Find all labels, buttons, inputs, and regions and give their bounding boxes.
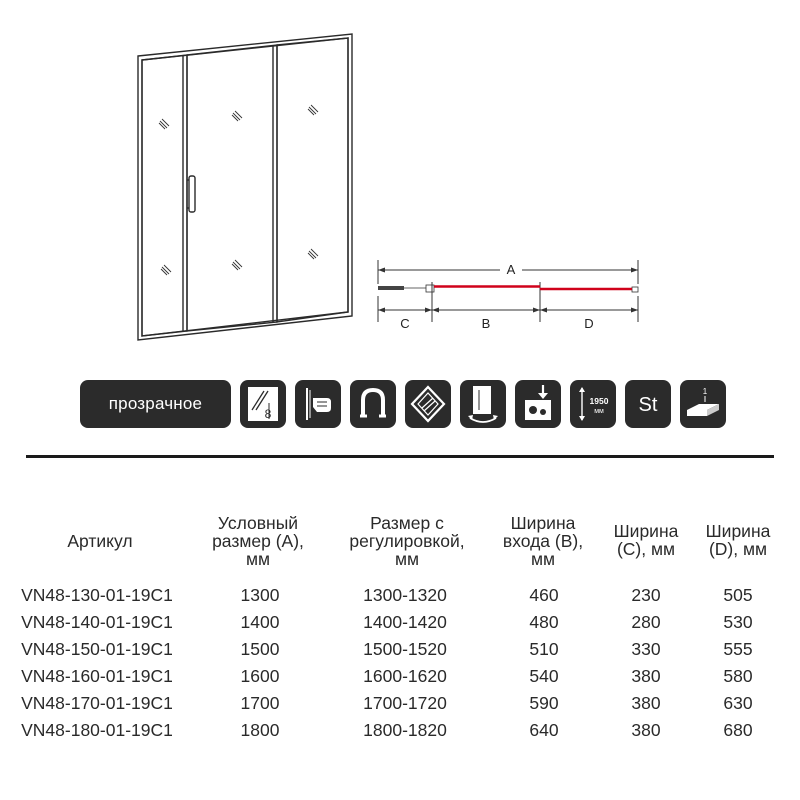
hand-wipe-icon [295, 380, 341, 428]
cell-width-d: 530 [723, 612, 753, 632]
cell-width-d: 555 [723, 639, 753, 659]
cell-adjustable: 1700-1720 [363, 693, 447, 713]
wall-profile-right [632, 287, 638, 292]
header-adjustable-size: Размер с регулировкой, мм [349, 513, 465, 569]
cell-entrance: 480 [529, 612, 559, 632]
cell-adjustable: 1300-1320 [363, 585, 447, 605]
svg-text:1950: 1950 [589, 396, 609, 406]
header-article: Артикул [67, 531, 133, 551]
cell-entrance: 510 [529, 639, 559, 659]
cell-adjustable: 1500-1520 [363, 639, 447, 659]
dim-label-d: D [584, 316, 594, 331]
header-entrance-width: Ширина входа (В), мм [502, 513, 584, 569]
cell-article: VN48-150-01-19C1 [21, 639, 173, 659]
cell-width-c: 380 [631, 666, 661, 686]
tray-icon [680, 380, 726, 428]
cell-nominal: 1500 [240, 639, 280, 659]
cell-nominal: 1400 [240, 612, 280, 632]
height-icon [570, 380, 616, 428]
cell-width-d: 505 [723, 585, 753, 605]
cell-adjustable: 1400-1420 [363, 612, 447, 632]
cell-width-c: 380 [631, 693, 661, 713]
cell-article: VN48-140-01-19C1 [21, 612, 173, 632]
dim-label-c: C [400, 316, 410, 331]
door-front-drawing [130, 28, 365, 348]
cell-article: VN48-180-01-19C1 [21, 720, 173, 740]
steel-icon [625, 380, 671, 428]
svg-text:мм: мм [594, 408, 604, 415]
dim-label-b: B [481, 316, 491, 331]
cell-width-d: 630 [723, 693, 753, 713]
handle-icon [350, 380, 396, 428]
cell-nominal: 1800 [240, 720, 280, 740]
cell-article: VN48-170-01-19C1 [21, 693, 173, 713]
header-width-c: Ширина (С), мм [613, 521, 679, 559]
cell-entrance: 540 [529, 666, 559, 686]
easy-clean-coating-icon [405, 380, 451, 428]
cell-width-c: 230 [631, 585, 661, 605]
fixed-panel-profile [378, 286, 404, 290]
adjustable-profile-icon [515, 380, 561, 428]
dim-label-a: A [506, 262, 516, 277]
door-handle [187, 176, 195, 212]
door-profile-left [426, 285, 434, 292]
cell-article: VN48-130-01-19C1 [21, 585, 173, 605]
cell-nominal: 1700 [240, 693, 280, 713]
cell-nominal: 1300 [240, 585, 280, 605]
cell-width-d: 680 [723, 720, 753, 740]
cell-width-c: 280 [631, 612, 661, 632]
cell-entrance: 590 [529, 693, 559, 713]
cell-adjustable: 1800-1820 [363, 720, 447, 740]
cell-width-d: 580 [723, 666, 753, 686]
header-width-d: Ширина (D), мм [705, 521, 771, 559]
cell-article: VN48-160-01-19C1 [21, 666, 173, 686]
svg-text:St: St [638, 394, 658, 416]
section-divider [26, 455, 774, 458]
glass-type-badge: прозрачное [80, 380, 231, 428]
cell-nominal: 1600 [240, 666, 280, 686]
cell-width-c: 330 [631, 639, 661, 659]
plan-dimension-drawing [370, 252, 650, 332]
cell-entrance: 640 [529, 720, 559, 740]
cell-adjustable: 1600-1620 [363, 666, 447, 686]
header-nominal-size: Условный размер (А), мм [212, 513, 304, 569]
svg-text:1: 1 [702, 387, 708, 396]
cell-entrance: 460 [529, 585, 559, 605]
glass-thickness-icon [240, 380, 286, 428]
door-swing-icon [460, 380, 506, 428]
svg-text:8: 8 [264, 407, 272, 421]
cell-width-c: 380 [631, 720, 661, 740]
